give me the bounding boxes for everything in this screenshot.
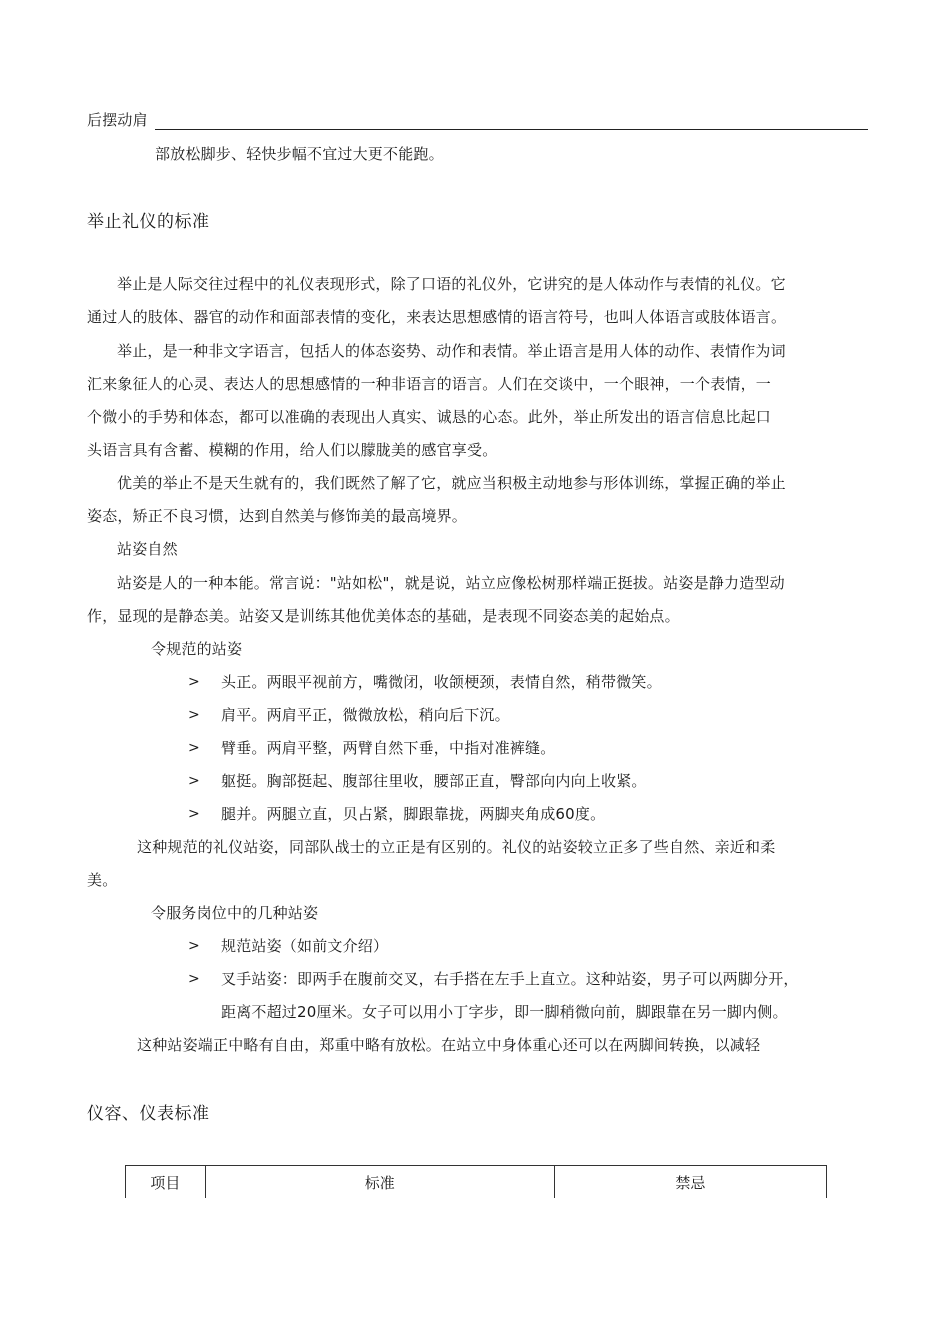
table-header-item: 项目 — [126, 1166, 206, 1199]
bullet-marker: > — [188, 773, 200, 789]
bullet-item: 叉手站姿：即两手在腹前交叉，右手搭在左手上直立。这种站姿，男子可以两脚分开， — [221, 970, 799, 988]
subheading-service-postures: 令服务岗位中的几种站姿 — [151, 904, 319, 922]
underline-rule — [155, 129, 868, 130]
body-line: 这种站姿端正中略有自由，郑重中略有放松。在站立中身体重心还可以在两脚间转换，以减轻 — [137, 1036, 761, 1054]
body-line: 头语言具有含蓄、模糊的作用，给人们以朦胧美的感官享受。 — [87, 441, 498, 459]
bullet-item: 腿并。两腿立直，贝占紧，脚跟靠拢，两脚夹角成60度。 — [221, 805, 606, 823]
bullet-item: 头正。两眼平视前方，嘴微闭，收颌梗颈，表情自然，稍带微笑。 — [221, 673, 662, 691]
bullet-marker: > — [188, 971, 200, 987]
bullet-item-continuation: 距离不超过20厘米。女子可以用小丁字步，即一脚稍微向前，脚跟靠在另一脚内侧。 — [221, 1003, 788, 1021]
body-line: 举止，是一种非文字语言，包括人的体态姿势、动作和表情。举止语言是用人体的动作、表情作为词 — [117, 342, 786, 360]
table-header-standard: 标准 — [205, 1166, 554, 1199]
body-line: 举止是人际交往过程中的礼仪表现形式，除了口语的礼仪外，它讲究的是人体动作与表情的礼仪。它 — [117, 275, 786, 293]
top-line-2: 部放松脚步、轻快步幅不宜过大更不能跑。 — [155, 145, 444, 163]
bullet-marker: > — [188, 674, 200, 690]
bullet-marker: > — [188, 740, 200, 756]
body-line: 这种规范的礼仪站姿，同部队战士的立正是有区别的。礼仪的站姿较立正多了些自然、亲近和柔 — [137, 838, 776, 856]
bullet-item: 臂垂。两肩平整，两臂自然下垂，中指对准裤缝。 — [221, 739, 556, 757]
section-title-etiquette: 举止礼仪的标准 — [87, 212, 210, 232]
table-header-taboo: 禁忌 — [554, 1166, 826, 1199]
appearance-standards-table — [125, 1165, 827, 1198]
table-header-row — [126, 1166, 827, 1199]
section-title-appearance: 仪容、仪表标准 — [87, 1104, 210, 1124]
body-line: 优美的举止不是天生就有的，我们既然了解了它，就应当积极主动地参与形体训练，掌握正确的举止 — [117, 474, 786, 492]
body-line: 作，显现的是静态美。站姿又是训练其他优美体态的基础，是表现不同姿态美的起始点。 — [87, 607, 680, 625]
body-line: 通过人的肢体、器官的动作和面部表情的变化，来表达思想感情的语言符号，也叫人体语言或肢体语言。 — [87, 308, 787, 326]
subheading-standing: 站姿自然 — [117, 540, 178, 558]
bullet-item: 躯挺。胸部挺起、腹部往里收，腰部正直，臀部向内向上收紧。 — [221, 772, 647, 790]
body-line: 姿态，矫正不良习惯，达到自然美与修饰美的最高境界。 — [87, 507, 468, 525]
body-line: 美。 — [87, 871, 118, 889]
bullet-marker: > — [188, 806, 200, 822]
bullet-item: 肩平。两肩平正，微微放松，稍向后下沉。 — [221, 706, 510, 724]
body-line: 汇来象征人的心灵、表达人的思想感情的一种非语言的语言。人们在交谈中，一个眼神，一个表情，一 — [87, 375, 772, 393]
body-line: 个微小的手势和体态，都可以准确的表现出人真实、诚恳的心态。此外，举止所发出的语言信息比起口 — [87, 408, 772, 426]
bullet-marker: > — [188, 707, 200, 723]
bullet-item: 规范站姿（如前文介绍） — [221, 937, 389, 955]
bullet-marker: > — [188, 938, 200, 954]
top-line-label: 后摆动肩 — [87, 111, 148, 129]
body-line: 站姿是人的一种本能。常言说："站如松"，就是说，站立应像松树那样端正挺拔。站姿是静力造型动 — [117, 574, 785, 592]
subheading-standard-posture: 令规范的站姿 — [151, 640, 243, 658]
